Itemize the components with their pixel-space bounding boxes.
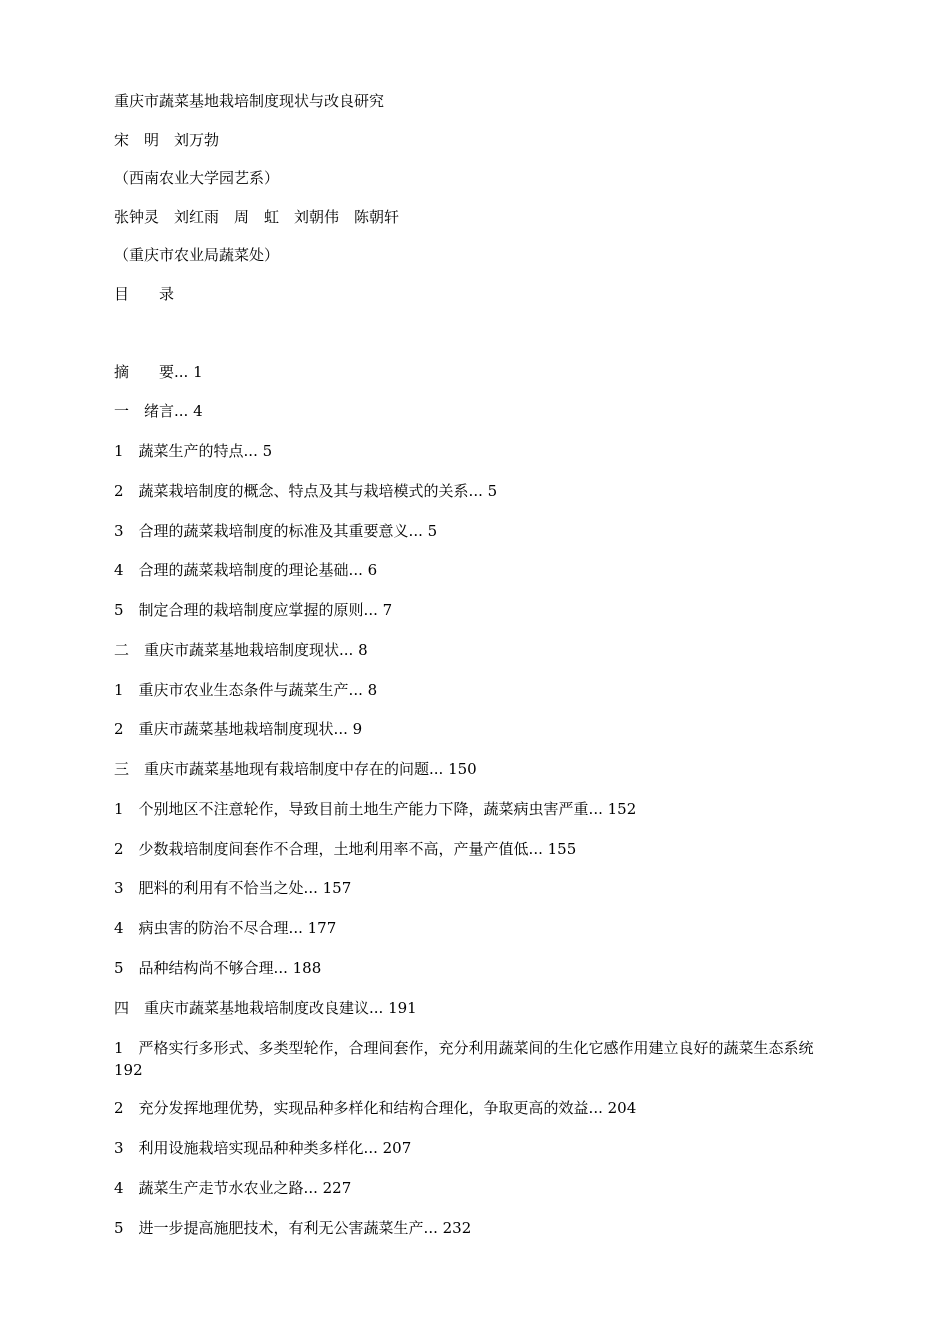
toc-entry: 2 蔬菜栽培制度的概念、特点及其与栽培模式的关系... 5 (114, 482, 498, 500)
toc-entry-wrapped: 1 严格实行多形式、多类型轮作，合理间套作，充分利用蔬菜间的生化它感作用建立良好的蔬菜生态系统 192 (114, 1039, 844, 1079)
affiliation-1: （西南农业大学园艺系） (114, 169, 280, 187)
toc-entry: 4 合理的蔬菜栽培制度的理论基础... 6 (114, 561, 378, 579)
toc-entry: 3 合理的蔬菜栽培制度的标准及其重要意义... 5 (114, 522, 438, 540)
toc-entry: 摘 要... 1 (114, 363, 203, 381)
toc-entry: 二 重庆市蔬菜基地栽培制度现状... 8 (114, 641, 368, 659)
toc-entry: 四 重庆市蔬菜基地栽培制度改良建议... 191 (114, 999, 417, 1017)
toc-entry: 3 利用设施栽培实现品种种类多样化... 207 (114, 1139, 412, 1157)
toc-entry: 4 蔬菜生产走节水农业之路... 227 (114, 1179, 352, 1197)
toc-entry: 2 少数栽培制度间套作不合理，土地利用率不高，产量产值低... 155 (114, 840, 577, 858)
toc-entry: 5 制定合理的栽培制度应掌握的原则... 7 (114, 601, 393, 619)
toc-entry: 1 个别地区不注意轮作，导致目前土地生产能力下降，蔬菜病虫害严重... 152 (114, 800, 637, 818)
toc-entry: 3 肥料的利用有不恰当之处... 157 (114, 879, 352, 897)
toc-entry: 2 充分发挥地理优势，实现品种多样化和结构合理化，争取更高的效益... 204 (114, 1099, 637, 1117)
toc-entry: 三 重庆市蔬菜基地现有栽培制度中存在的问题... 150 (114, 760, 477, 778)
toc-entry: 2 重庆市蔬菜基地栽培制度现状... 9 (114, 720, 363, 738)
authors-group-1: 宋 明 刘万勃 (114, 131, 220, 149)
document-title: 重庆市蔬菜基地栽培制度现状与改良研究 (114, 92, 385, 110)
toc-entry: 5 品种结构尚不够合理... 188 (114, 959, 322, 977)
toc-entry: 5 进一步提高施肥技术，有利无公害蔬菜生产... 232 (114, 1219, 472, 1237)
toc-entry: 4 病虫害的防治不尽合理... 177 (114, 919, 337, 937)
authors-group-2: 张钟灵 刘红雨 周 虹 刘朝伟 陈朝轩 (114, 208, 400, 226)
toc-entry: 1 蔬菜生产的特点... 5 (114, 442, 273, 460)
affiliation-2: （重庆市农业局蔬菜处） (114, 246, 280, 264)
toc-entry: 1 重庆市农业生态条件与蔬菜生产... 8 (114, 681, 378, 699)
toc-heading: 目 录 (114, 285, 175, 303)
toc-entry: 一 绪言... 4 (114, 402, 203, 420)
